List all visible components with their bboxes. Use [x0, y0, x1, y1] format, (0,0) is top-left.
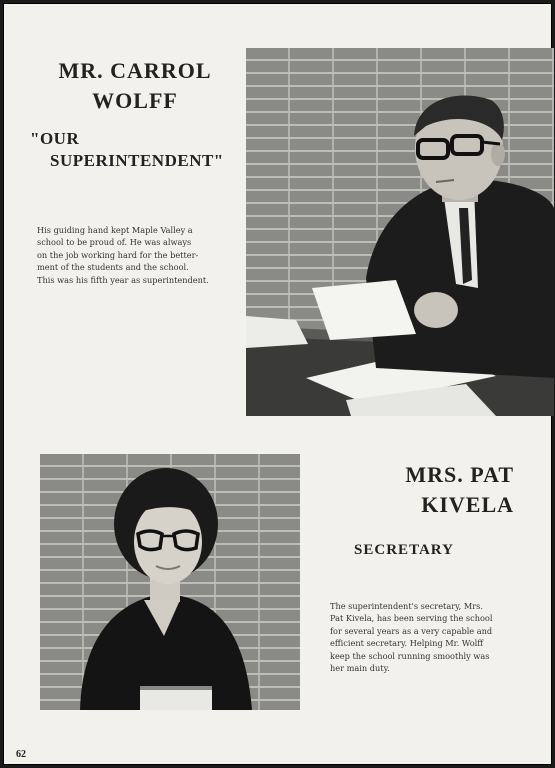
secretary-photo-figure — [40, 454, 300, 710]
caption-line: efficient secretary. Helping Mr. Wolff — [330, 638, 484, 649]
caption-line: school to be proud of. He was always — [37, 237, 192, 248]
caption-line: ment of the students and the school. — [37, 262, 189, 273]
superintendent-photo — [246, 48, 554, 416]
caption-line: her main duty. — [330, 663, 390, 674]
superintendent-name — [4, 56, 266, 116]
caption-line: Pat Kivela, has been serving the school — [330, 613, 493, 624]
superintendent-title-line1: "OUR — [30, 129, 80, 148]
secretary-caption — [330, 600, 530, 674]
secretary-name — [304, 460, 514, 520]
caption-line: on the job working hard for the better- — [37, 249, 199, 260]
yearbook-page — [3, 3, 552, 765]
secretary-title: SECRETARY — [354, 542, 454, 558]
caption-line: His guiding hand kept Maple Valley a — [37, 225, 193, 235]
superintendent-name-line1: MR. CARROL — [58, 58, 212, 83]
superintendent-photo-figure — [246, 48, 554, 416]
superintendent-caption — [37, 224, 237, 286]
superintendent-title — [30, 128, 250, 172]
caption-line: keep the school running smoothly was — [330, 650, 490, 661]
superintendent-title-line2: SUPERINTENDENT" — [50, 151, 224, 170]
secretary-name-line1: MRS. PAT — [405, 462, 514, 487]
caption-line: The superintendent's secretary, Mrs. — [330, 601, 483, 611]
secretary-name-line2: KIVELA — [421, 492, 514, 517]
caption-line: for several years as a very capable and — [330, 625, 493, 636]
caption-line: This was his fifth year as superintendent. — [37, 274, 209, 285]
page-number: 62 — [16, 749, 26, 760]
secretary-photo — [40, 454, 300, 710]
superintendent-name-line2: WOLFF — [92, 88, 178, 113]
